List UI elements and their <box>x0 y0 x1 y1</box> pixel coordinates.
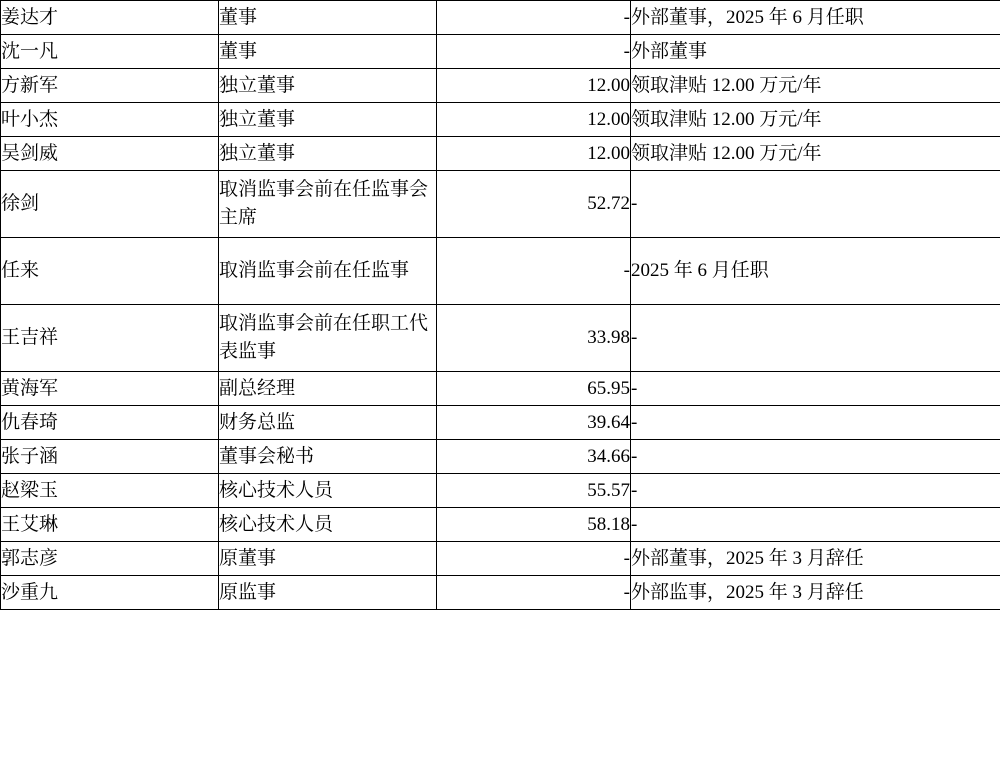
cell-person-name: 仇春琦 <box>1 406 219 440</box>
cell-remuneration: 33.98 <box>437 305 631 372</box>
cell-remuneration: - <box>437 35 631 69</box>
cell-person-name: 王吉祥 <box>1 305 219 372</box>
table-row <box>1 1 1000 35</box>
cell-note: - <box>631 474 1000 508</box>
cell-remuneration: - <box>437 576 631 610</box>
cell-note: - <box>631 440 1000 474</box>
table-row <box>1 576 1000 610</box>
table-row <box>1 171 1000 238</box>
cell-person-name: 王艾琳 <box>1 508 219 542</box>
cell-person-name: 姜达才 <box>1 1 219 35</box>
table-row <box>1 508 1000 542</box>
table-row <box>1 238 1000 305</box>
cell-position: 取消监事会前在任职工代表监事 <box>219 305 437 372</box>
cell-note: 外部董事，2025 年 6 月任职 <box>631 1 1000 35</box>
cell-note: 2025 年 6 月任职 <box>631 238 1000 305</box>
cell-person-name: 沙重九 <box>1 576 219 610</box>
cell-position: 核心技术人员 <box>219 474 437 508</box>
cell-note: 外部董事 <box>631 35 1000 69</box>
table-row <box>1 69 1000 103</box>
cell-remuneration: 12.00 <box>437 137 631 171</box>
cell-position: 董事 <box>219 35 437 69</box>
table-row <box>1 305 1000 372</box>
cell-position: 独立董事 <box>219 137 437 171</box>
cell-note: 外部董事，2025 年 3 月辞任 <box>631 542 1000 576</box>
cell-note: 外部监事，2025 年 3 月辞任 <box>631 576 1000 610</box>
cell-remuneration: 65.95 <box>437 372 631 406</box>
table-row <box>1 406 1000 440</box>
cell-remuneration: 52.72 <box>437 171 631 238</box>
cell-remuneration: 12.00 <box>437 69 631 103</box>
cell-person-name: 任来 <box>1 238 219 305</box>
cell-remuneration: - <box>437 542 631 576</box>
cell-remuneration: 55.57 <box>437 474 631 508</box>
table-row <box>1 440 1000 474</box>
cell-person-name: 黄海军 <box>1 372 219 406</box>
cell-person-name: 郭志彦 <box>1 542 219 576</box>
cell-note: - <box>631 305 1000 372</box>
cell-person-name: 方新军 <box>1 69 219 103</box>
cell-position: 原监事 <box>219 576 437 610</box>
cell-position: 核心技术人员 <box>219 508 437 542</box>
table-row <box>1 474 1000 508</box>
cell-remuneration: - <box>437 238 631 305</box>
cell-position: 独立董事 <box>219 69 437 103</box>
cell-note: 领取津贴 12.00 万元/年 <box>631 137 1000 171</box>
cell-person-name: 张子涵 <box>1 440 219 474</box>
table-row <box>1 137 1000 171</box>
cell-position: 副总经理 <box>219 372 437 406</box>
cell-note: 领取津贴 12.00 万元/年 <box>631 103 1000 137</box>
cell-note: 领取津贴 12.00 万元/年 <box>631 69 1000 103</box>
cell-person-name: 叶小杰 <box>1 103 219 137</box>
cell-note: - <box>631 372 1000 406</box>
cell-position: 原董事 <box>219 542 437 576</box>
table-row <box>1 103 1000 137</box>
cell-position: 财务总监 <box>219 406 437 440</box>
cell-note: - <box>631 406 1000 440</box>
cell-remuneration: - <box>437 1 631 35</box>
cell-remuneration: 39.64 <box>437 406 631 440</box>
table-row <box>1 372 1000 406</box>
cell-remuneration: 34.66 <box>437 440 631 474</box>
table-body <box>1 1 1000 610</box>
cell-person-name: 赵梁玉 <box>1 474 219 508</box>
cell-position: 独立董事 <box>219 103 437 137</box>
cell-note: - <box>631 508 1000 542</box>
cell-position: 董事会秘书 <box>219 440 437 474</box>
cell-remuneration: 58.18 <box>437 508 631 542</box>
cell-person-name: 吴剑威 <box>1 137 219 171</box>
table-row <box>1 35 1000 69</box>
cell-person-name: 沈一凡 <box>1 35 219 69</box>
cell-person-name: 徐剑 <box>1 171 219 238</box>
cell-position: 董事 <box>219 1 437 35</box>
cell-remuneration: 12.00 <box>437 103 631 137</box>
cell-position: 取消监事会前在任监事 <box>219 238 437 305</box>
table-row <box>1 542 1000 576</box>
cell-note: - <box>631 171 1000 238</box>
cell-position: 取消监事会前在任监事会主席 <box>219 171 437 238</box>
